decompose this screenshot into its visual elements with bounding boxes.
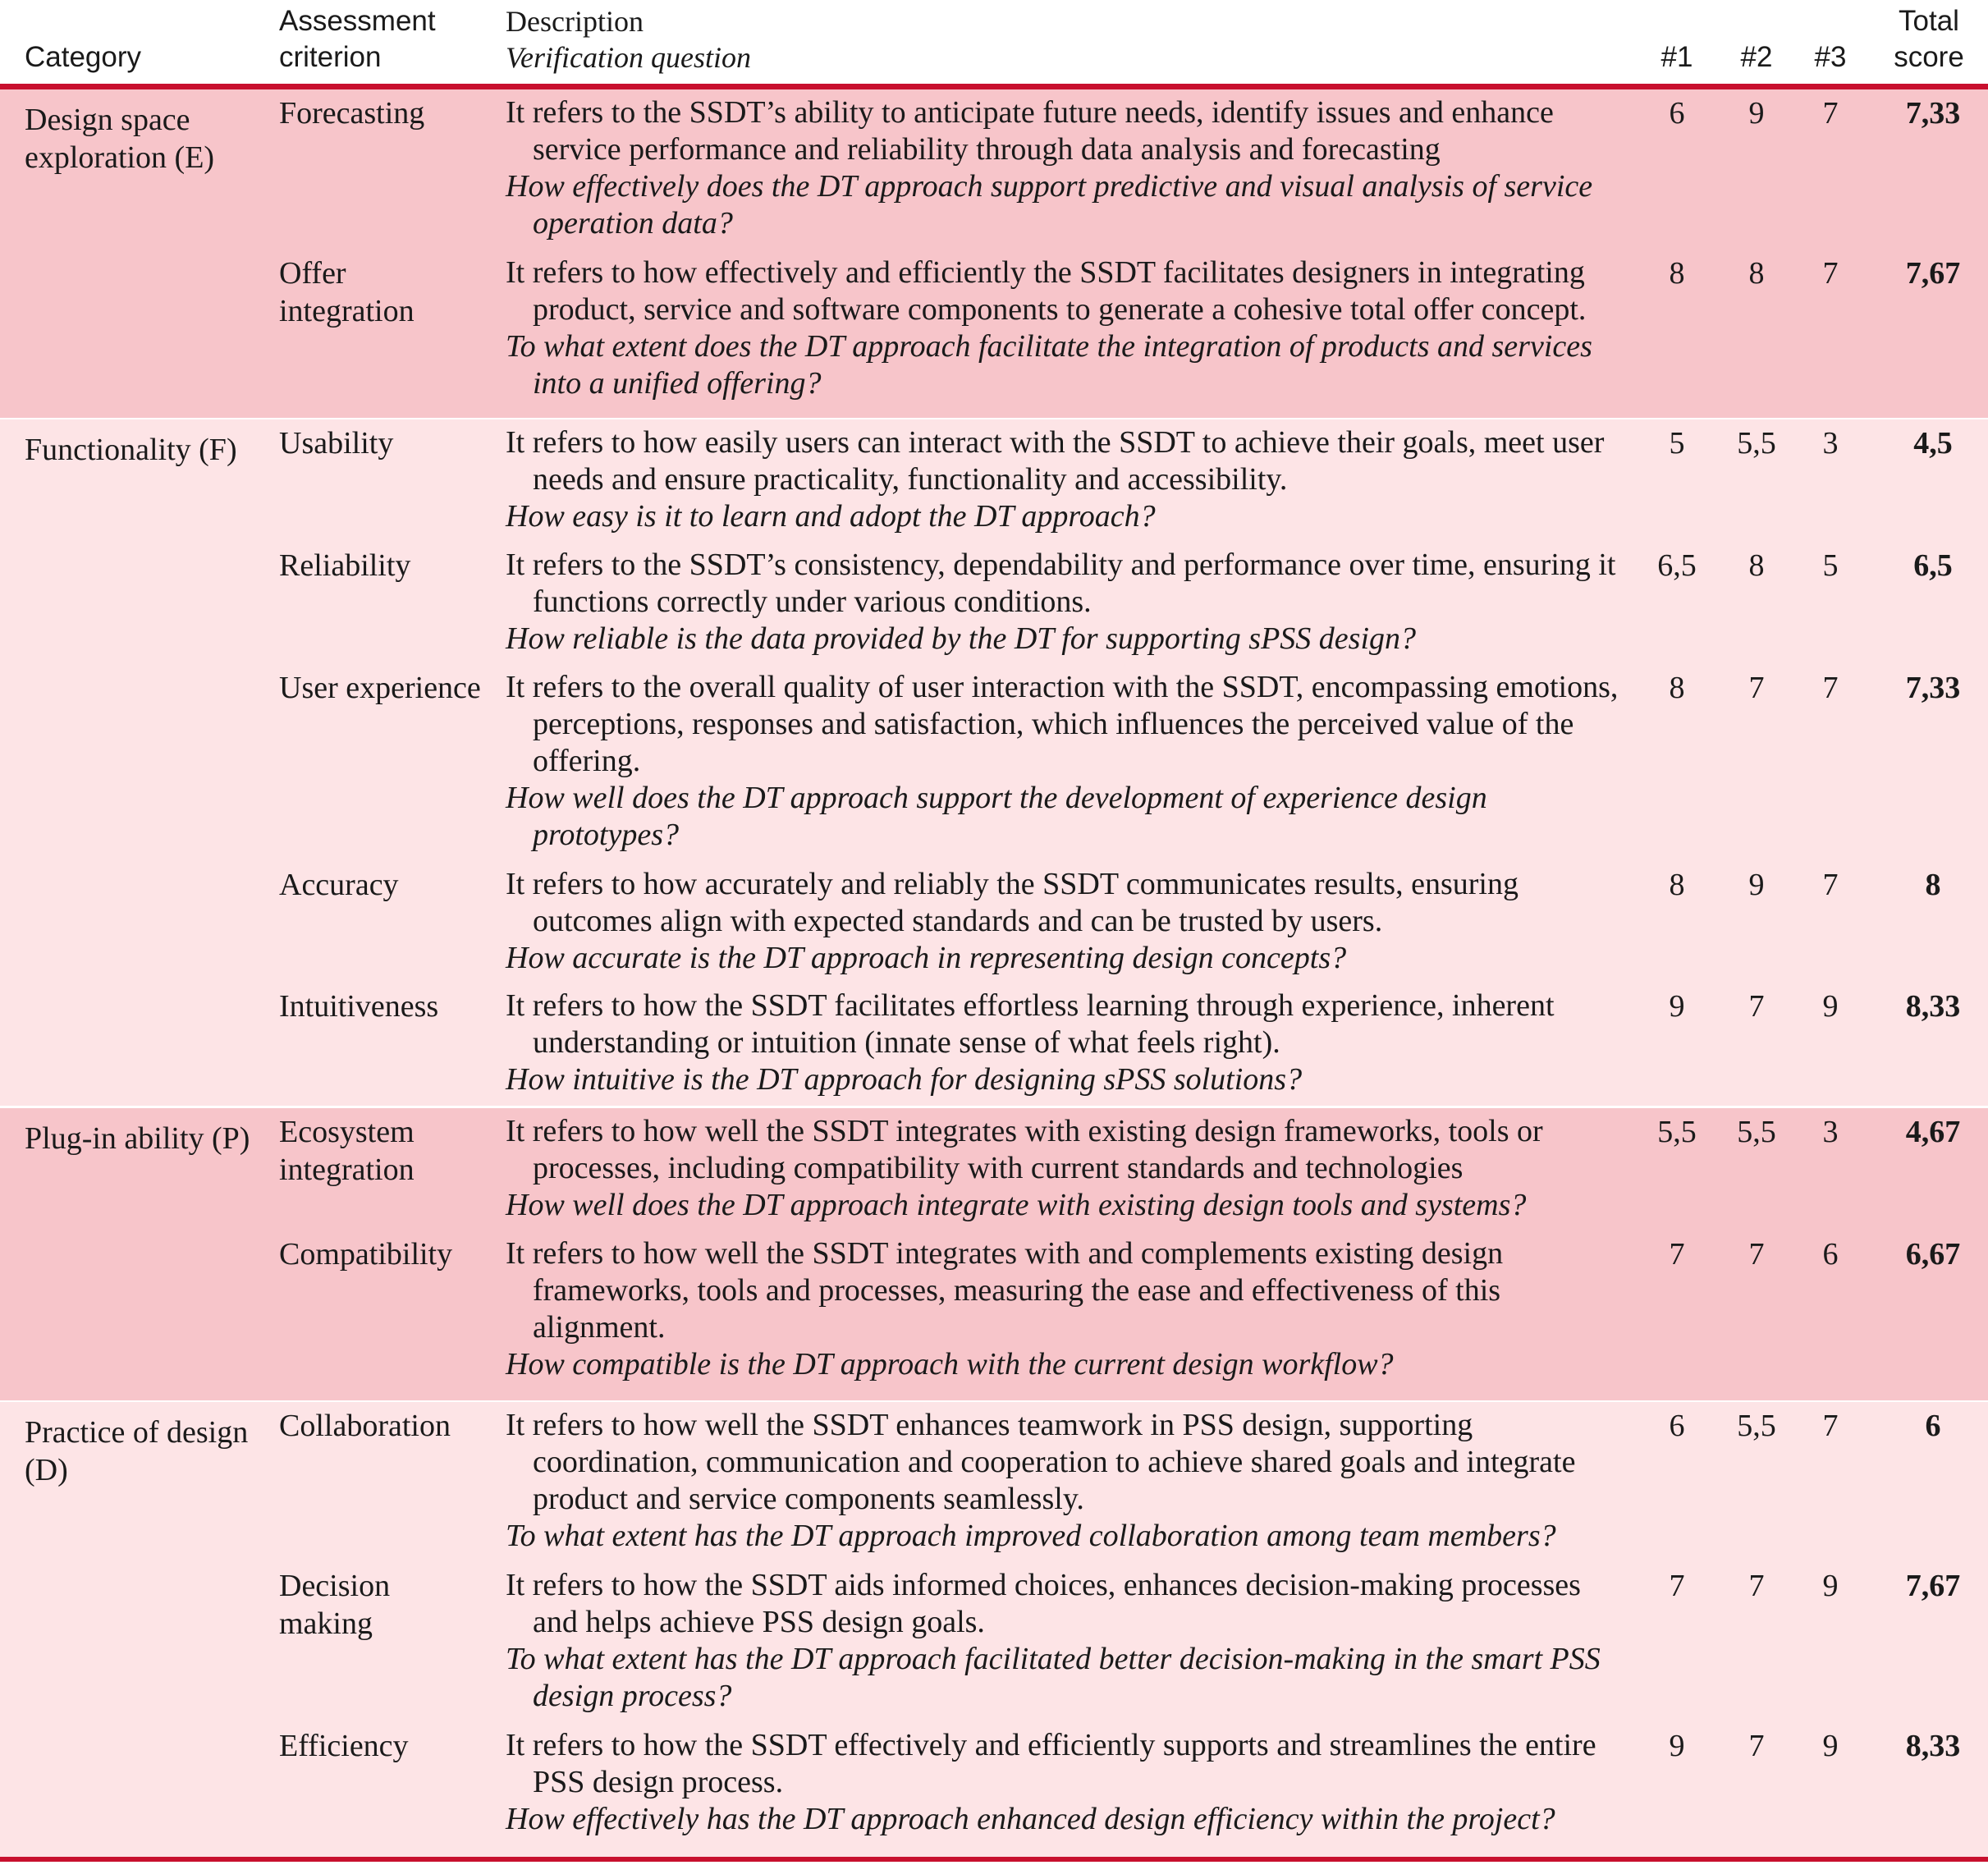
criterion-label: Forecasting (279, 96, 425, 131)
header-rater-3: #3 (1814, 41, 1847, 73)
score-rater-3: 7 (1822, 1409, 1839, 1443)
header-verification-label: Verification question (506, 41, 751, 74)
header-rater-2: #2 (1740, 41, 1773, 73)
score-rater-3: 7 (1822, 96, 1839, 131)
header-rater-1: #1 (1660, 41, 1693, 73)
total-score: 8,33 (1905, 1729, 1961, 1763)
total-score: 8,33 (1905, 989, 1961, 1024)
category-label: Plug-in ability (P) (25, 1121, 250, 1156)
score-rater-2: 5,5 (1737, 1409, 1776, 1443)
header-criterion: Assessment criterion (279, 5, 436, 73)
score-rater-3: 7 (1822, 671, 1839, 705)
score-rater-2: 5,5 (1737, 1115, 1776, 1149)
score-rater-1: 9 (1669, 989, 1685, 1024)
score-rater-1: 8 (1669, 868, 1685, 902)
score-rater-2: 7 (1748, 989, 1765, 1024)
description-cell (506, 254, 1630, 402)
description-text: It refers to how well the SSDT integrates with and complements existing design frameworks, tools and processes, measuring the ease and effectiveness of this alignment. (506, 1236, 1504, 1345)
score-rater-1: 7 (1669, 1569, 1685, 1603)
score-rater-3: 7 (1822, 256, 1839, 291)
score-rater-2: 5,5 (1737, 426, 1776, 461)
verification-question: To what extent does the DT approach facilitate the integration of products and services into a unified offering? (506, 329, 1592, 401)
category-group-functionality (0, 419, 1988, 1106)
description-text: It refers to how well the SSDT integrates with existing design frameworks, tools or processes, including compatibility with current standards and technologies (506, 1114, 1543, 1185)
description-cell (506, 669, 1630, 854)
description-cell (506, 1407, 1630, 1555)
total-score: 4,5 (1913, 426, 1953, 461)
verification-question: To what extent has the DT approach facilitated better decision-making in the smart PSS design process? (506, 1642, 1601, 1713)
score-rater-1: 6 (1669, 96, 1685, 131)
score-rater-3: 3 (1822, 426, 1839, 461)
score-rater-1: 8 (1669, 671, 1685, 705)
description-text: It refers to how the SSDT effectively and efficiently supports and streamlines the entire PSS design process. (506, 1728, 1596, 1799)
criterion-label: Usability (279, 426, 394, 461)
description-text: It refers to the SSDT’s consistency, dependability and performance over time, ensuring it functions correctly under various conditions. (506, 548, 1616, 619)
description-text: It refers to how effectively and efficiently the SSDT facilitates designers in integrating product, service and software components to generate a cohesive total offer concept. (506, 255, 1587, 327)
description-cell (506, 547, 1630, 658)
criterion-label: Efficiency (279, 1729, 409, 1763)
score-rater-3: 9 (1822, 1569, 1839, 1603)
category-group-plug-in (0, 1108, 1988, 1402)
score-rater-2: 8 (1748, 548, 1765, 583)
score-rater-1: 5 (1669, 426, 1685, 461)
criterion-label: Intuitiveness (279, 989, 439, 1024)
header-description-label: Description (506, 5, 644, 38)
description-cell (506, 987, 1630, 1098)
total-score: 8 (1925, 868, 1941, 902)
description-text: It refers to how well the SSDT enhances teamwork in PSS design, supporting coordination, communication and cooperation to achieve shared goals and integrate product and service components seamlessly. (506, 1408, 1576, 1516)
description-cell (506, 94, 1630, 242)
score-rater-3: 3 (1822, 1115, 1839, 1149)
score-rater-3: 6 (1822, 1237, 1839, 1272)
verification-question: How reliable is the data provided by the DT for supporting sPSS design? (506, 621, 1416, 656)
verification-question: How well does the DT approach support the development of experience design prototypes? (506, 781, 1487, 852)
score-rater-1: 7 (1669, 1237, 1685, 1272)
category-group-practice-of-design (0, 1402, 1988, 1857)
verification-question: How effectively does the DT approach support predictive and visual analysis of service operation data? (506, 169, 1593, 241)
criterion-label: Accuracy (279, 868, 399, 902)
score-rater-1: 6,5 (1657, 548, 1697, 583)
verification-question: How intuitive is the DT approach for designing sPSS solutions? (506, 1062, 1303, 1097)
category-group-exploration (0, 89, 1988, 419)
total-score: 4,67 (1905, 1115, 1961, 1149)
header-description (506, 3, 751, 76)
verification-question: How well does the DT approach integrate with existing design tools and systems? (506, 1188, 1527, 1222)
score-rater-1: 6 (1669, 1409, 1685, 1443)
description-text: It refers to how the SSDT facilitates effortless learning through experience, inherent understanding or intuition (innate sense of what feels right). (506, 988, 1555, 1060)
description-text: It refers to how easily users can interact with the SSDT to achieve their goals, meet user needs and ensure practicality, functionality and accessibility. (506, 425, 1605, 497)
total-score: 7,33 (1905, 96, 1961, 131)
total-score: 6 (1925, 1409, 1941, 1443)
description-text: It refers to the overall quality of user interaction with the SSDT, encompassing emotions, perceptions, responses and satisfaction, which influences the perceived value of the offering. (506, 670, 1619, 778)
header-category: Category (25, 41, 142, 73)
criterion-label: Reliability (279, 548, 411, 583)
header-total-score: Total score (1894, 5, 1964, 73)
description-text: It refers to how the SSDT aids informed choices, enhances decision-making processes and helps achieve PSS design goals. (506, 1568, 1581, 1639)
verification-question: To what extent has the DT approach improved collaboration among team members? (506, 1519, 1556, 1553)
description-text: It refers to the SSDT’s ability to anticipate future needs, identify issues and enhance service performance and reliability through data analysis and forecasting (506, 95, 1554, 167)
footer-rule (0, 1857, 1988, 1862)
total-score: 6,5 (1913, 548, 1953, 583)
verification-question: How effectively has the DT approach enhanced design efficiency within the project? (506, 1802, 1555, 1836)
table-header (0, 0, 1988, 84)
total-score: 7,33 (1905, 671, 1961, 705)
criterion-label: Collaboration (279, 1409, 451, 1443)
description-cell (506, 1727, 1630, 1838)
total-score: 6,67 (1905, 1237, 1961, 1272)
criterion-label: Compatibility (279, 1237, 453, 1272)
score-rater-1: 8 (1669, 256, 1685, 291)
score-rater-2: 8 (1748, 256, 1765, 291)
score-rater-2: 9 (1748, 96, 1765, 131)
verification-question: How easy is it to learn and adopt the DT approach? (506, 499, 1156, 534)
verification-question: How accurate is the DT approach in representing design concepts? (506, 941, 1347, 975)
score-rater-1: 5,5 (1657, 1115, 1697, 1149)
description-text: It refers to how accurately and reliably the SSDT communicates results, ensuring outcomes align with expected standards and can be trusted by users. (506, 867, 1518, 938)
criterion-label: Offer integration (279, 256, 415, 328)
criterion-label: User experience (279, 671, 481, 705)
category-label: Design space exploration (E) (25, 103, 215, 175)
score-rater-2: 9 (1748, 868, 1765, 902)
category-label: Practice of design (D) (25, 1415, 249, 1487)
score-rater-3: 7 (1822, 868, 1839, 902)
description-cell (506, 866, 1630, 977)
category-label: Functionality (F) (25, 433, 237, 467)
description-cell (506, 1113, 1630, 1224)
total-score: 7,67 (1905, 256, 1961, 291)
score-rater-3: 9 (1822, 989, 1839, 1024)
description-cell (506, 424, 1630, 535)
score-rater-2: 7 (1748, 671, 1765, 705)
score-rater-2: 7 (1748, 1729, 1765, 1763)
header-rule (0, 84, 1988, 89)
criterion-label: Decision making (279, 1569, 391, 1641)
score-rater-2: 7 (1748, 1237, 1765, 1272)
score-rater-3: 9 (1822, 1729, 1839, 1763)
criterion-label: Ecosystem integration (279, 1115, 415, 1187)
description-cell (506, 1235, 1630, 1383)
score-rater-3: 5 (1822, 548, 1839, 583)
score-rater-1: 9 (1669, 1729, 1685, 1763)
description-cell (506, 1567, 1630, 1715)
score-rater-2: 7 (1748, 1569, 1765, 1603)
total-score: 7,67 (1905, 1569, 1961, 1603)
verification-question: How compatible is the DT approach with the current design workflow? (506, 1347, 1394, 1382)
